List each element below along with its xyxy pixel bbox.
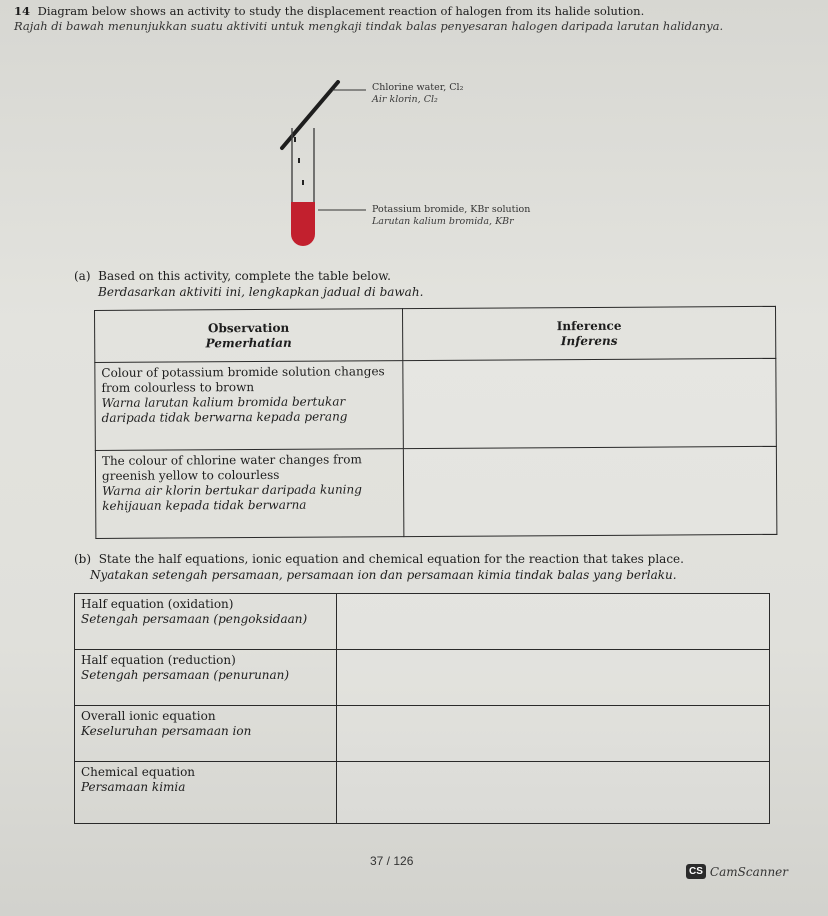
inference-answer-cell[interactable] [403,358,777,448]
equation-label-cell: Overall ionic equation Keseluruhan persamaan ion [75,706,337,762]
observation-cell: Colour of potassium bromide solution changes from colourless to brown Warna larutan kalium bromida bertukar daripada tidak berwarna kepada perang [95,361,404,451]
dropper [282,82,338,148]
potassium-bromide-solution [291,202,315,246]
label-potassium-bromide: Potassium bromide, KBr solution Larutan kalium bromida, KBr [372,204,531,227]
equation-label-cell: Half equation (oxidation) Setengah persamaan (pengoksidaan) [75,594,337,650]
part-a-instruction: (a) Based on this activity, complete the table below. Berdasarkan aktiviti ini, lengkapkan jadual di bawah. [74,269,424,299]
part-a-label: (a) [74,269,91,283]
observation-inference-table [94,306,777,539]
observation-cell: The colour of chlorine water changes from greenish yellow to colourless Warna air klorin bertukar daripada kuning kehijauan kepada tidak berwarna [95,449,404,539]
equation-label-cell: Half equation (reduction) Setengah persamaan (penurunan) [75,650,337,706]
equations-table [74,593,770,824]
part-b-label: (b) [74,552,92,566]
inference-answer-cell[interactable] [403,446,777,536]
table-row [75,594,770,650]
table-row [75,762,770,824]
camscanner-watermark [686,864,788,879]
table-row [75,706,770,762]
equation-label-cell: Chemical equation Persamaan kimia [75,762,337,824]
table-header-row [95,306,776,362]
drop [298,158,300,163]
drop [294,137,296,142]
equation-answer-cell[interactable] [337,706,770,762]
label-chlorine-water: Chlorine water, Cl₂ Air klorin, Cl₂ [372,82,464,105]
question-text-en: 14 Diagram below shows an activity to study the displacement reaction of halogen from its halide solution. [14,4,645,18]
camscanner-logo-icon: CS [686,864,706,879]
part-b-instruction: (b) State the half equations, ionic equation and chemical equation for the reaction that takes place. Nyatakan setengah persamaan, persamaan ion dan persamaan kimia tindak balas yang berlaku. [74,552,684,582]
table-row [95,446,777,538]
page-number: 37 / 126 [370,854,414,868]
equation-answer-cell[interactable] [337,762,770,824]
equation-answer-cell[interactable] [337,594,770,650]
drop [302,180,304,185]
header-observation: Observation Pemerhatian [95,309,403,363]
table-row [75,650,770,706]
table-row [95,358,777,450]
header-inference: Inference Inferens [402,306,775,360]
question-header [14,4,814,34]
equation-answer-cell[interactable] [337,650,770,706]
camscanner-name: CamScanner [709,864,789,879]
question-text-ms: Rajah di bawah menunjukkan suatu aktiviti untuk mengkaji tindak balas penyesaran halogen daripada larutan halidanya. [14,19,724,33]
experiment-diagram [270,80,560,250]
question-number: 14 [14,4,31,18]
